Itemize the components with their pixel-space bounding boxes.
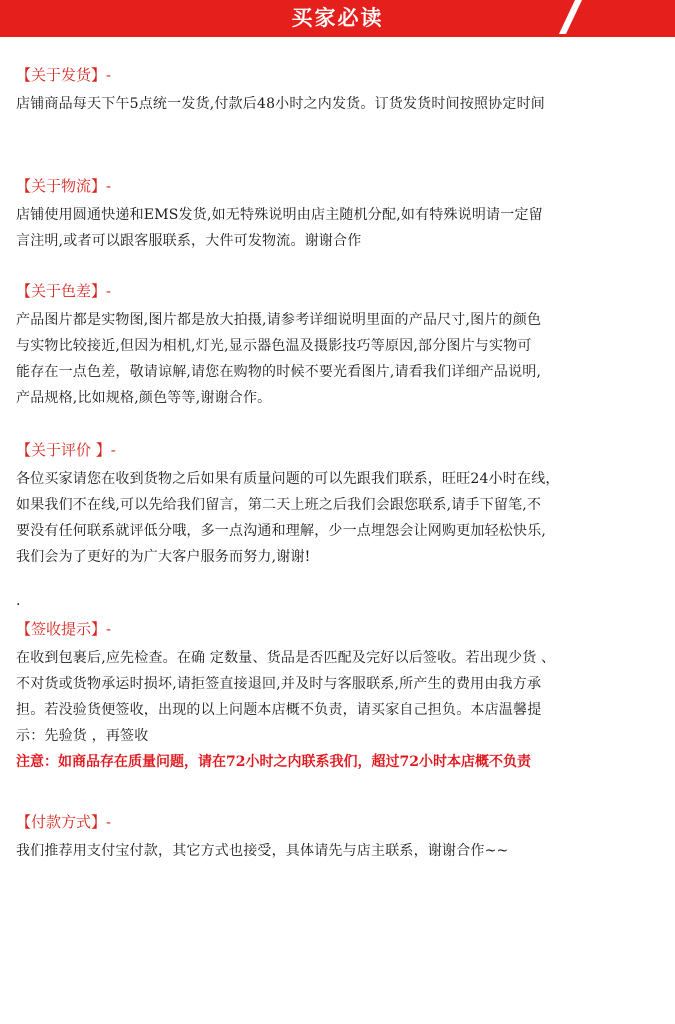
text-line: 店铺使用圆通快递和EMS发货,如无特殊说明由店主随机分配,如有特殊说明请一定留 — [16, 207, 543, 223]
text-line: 我们会为了更好的为广大客户服务而努力,谢谢! — [16, 549, 311, 565]
section-heading-color-difference: 【关于色差】- — [16, 282, 112, 300]
text-line: 各位买家请您在收到货物之后如果有质量问题的可以先跟我们联系，旺旺24小时在线， — [16, 471, 560, 487]
section-payment — [16, 811, 664, 864]
text-line: 店铺商品每天下午5点统一发货,付款后48小时之内发货。订货发货时间按照协定时间 — [16, 96, 545, 112]
text-line: 产品规格,比如规格,颜色等等,谢谢合作。 — [16, 390, 272, 406]
text-line: 我们推荐用支付宝付款，其它方式也接受，具体请先与店主联系，谢谢合作~~ — [16, 843, 509, 859]
text-line: 能存在一点色差，敬请谅解,请您在购物的时候不要光看图片,请看我们详细产品说明, — [16, 364, 542, 380]
text-line: 与实物比较接近,但因为相机,灯光,显示器色温及摄影技巧等原因,部分图片与实物可 — [16, 338, 532, 354]
section-color-difference — [16, 280, 664, 411]
section-heading-logistics: 【关于物流】- — [16, 177, 112, 195]
section-heading-reviews: 【关于评价 】- — [16, 441, 116, 459]
section-delivery-signoff — [16, 618, 664, 775]
section-body-delivery-signoff — [16, 645, 664, 749]
banner-title: 买家必读 — [291, 6, 384, 30]
section-body-payment — [16, 838, 664, 864]
text-line: 要没有任何联系就评低分哦，多一点沟通和理解，少一点埋怨会让网购更加轻松快乐, — [16, 523, 547, 539]
header-banner — [0, 0, 675, 37]
text-line: 担。若没验货便签收，出现的以上问题本店概不负责，请买家自己担负。本店温馨提 — [16, 702, 542, 718]
text-line: 如果我们不在线,可以先给我们留言，第二天上班之后我们会跟您联系,请手下留笔,不 — [16, 497, 542, 513]
section-body-reviews — [16, 466, 664, 570]
section-heading-delivery-signoff: 【签收提示】- — [16, 620, 112, 638]
section-body-color-difference — [16, 307, 664, 411]
section-heading-shipping: 【关于发货】- — [16, 66, 112, 84]
notice-content — [16, 64, 664, 864]
quality-warning: 注意：如商品存在质量问题，请在72小时之内联系我们，超过72小时本店概不负责 — [16, 754, 531, 770]
section-reviews — [16, 439, 664, 570]
text-line: 示：先验货 ，再签收 — [16, 728, 149, 744]
section-heading-payment: 【付款方式】- — [16, 813, 112, 831]
section-logistics — [16, 175, 664, 254]
text-line: 产品图片都是实物图,图片都是放大拍摄,请参考详细说明里面的产品尺寸,图片的颜色 — [16, 312, 542, 328]
text-line: 在收到包裹后,应先检查。在确 定数量、货品是否匹配及完好以后签收。若出现少货 、 — [16, 650, 556, 666]
text-line: 不对货或货物承运时损坏,请拒签直接退回,并及时与客服联系,所产生的费用由我方承 — [16, 676, 542, 692]
section-body-logistics — [16, 202, 664, 254]
text-line: 言注明,或者可以跟客服联系，大件可发物流。谢谢合作 — [16, 233, 362, 249]
section-shipping — [16, 64, 664, 117]
separator-dot: . — [16, 593, 21, 609]
section-body-shipping — [16, 91, 664, 117]
